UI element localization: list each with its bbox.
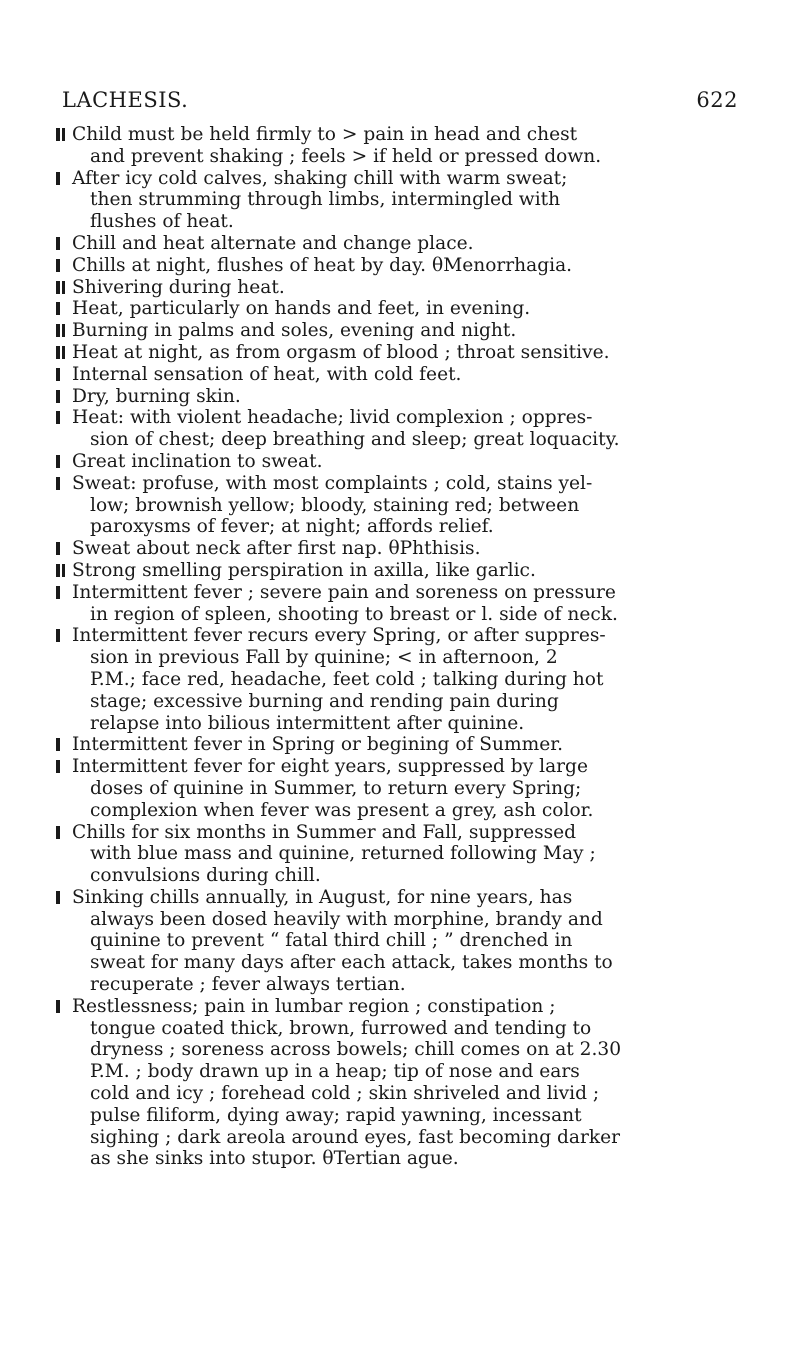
entry-line: Heat: with violent headache; livid complexion ; oppres-	[72, 407, 593, 429]
entry-line: Strong smelling perspiration in axilla, like garlic.	[72, 559, 536, 581]
grade-bar-icon	[56, 237, 60, 250]
symptom-entry	[56, 364, 740, 386]
entry-line: relapse into bilious intermittent after quinine.	[90, 712, 525, 734]
entry-line: dryness ; soreness across bowels; chill comes on at 2.30	[90, 1039, 622, 1061]
symptom-entry	[56, 168, 740, 233]
symptom-entry	[56, 407, 740, 451]
entry-line: After icy cold calves, shaking chill with warm sweat;	[72, 167, 568, 189]
entry-line: Sweat: profuse, with most complaints ; cold, stains yel-	[72, 472, 593, 494]
grade-bar-icon	[62, 564, 66, 577]
entry-line: convulsions during chill.	[90, 865, 321, 887]
entry-line: Internal sensation of heat, with cold feet.	[72, 363, 462, 385]
entry-line: with blue mass and quinine, returned following May ;	[90, 843, 596, 865]
entry-line: Heat at night, as from orgasm of blood ; throat sensitive.	[72, 341, 610, 363]
entry-line: complexion when fever was present a grey, ash color.	[90, 799, 594, 821]
entry-line: Heat, particularly on hands and feet, in evening.	[72, 298, 531, 320]
grade-bar-icon	[56, 738, 60, 751]
entry-line: Restlessness; pain in lumbar region ; constipation ;	[72, 995, 556, 1017]
symptom-entry	[56, 756, 740, 821]
grade-marker-icon	[56, 390, 60, 404]
grade-bar-icon	[56, 542, 60, 555]
symptom-entry	[56, 473, 740, 538]
grade-marker-icon	[56, 324, 65, 338]
entry-line: quinine to prevent “ fatal third chill ; ” drenched in	[90, 930, 573, 952]
grade-bar-icon	[56, 172, 60, 185]
entry-line: sweat for many days after each attack, takes months to	[90, 952, 613, 974]
entry-line: Chill and heat alternate and change place.	[72, 232, 474, 254]
entry-line: Burning in palms and soles, evening and night.	[72, 320, 517, 342]
grade-marker-icon	[56, 891, 60, 905]
symptom-entry	[56, 124, 740, 168]
symptom-entry	[56, 277, 740, 299]
entry-line: tongue coated thick, brown, furrowed and tending to	[90, 1017, 592, 1039]
grade-bar-icon	[56, 411, 60, 424]
grade-marker-icon	[56, 1000, 60, 1014]
entry-line: Intermittent fever recurs every Spring, or after suppres-	[72, 625, 606, 647]
grade-bar-icon	[56, 891, 60, 904]
grade-marker-icon	[56, 542, 60, 556]
grade-bar-icon	[56, 390, 60, 403]
symptom-entry	[56, 560, 740, 582]
grade-marker-icon	[56, 237, 60, 251]
entry-line: Great inclination to sweat.	[72, 450, 323, 472]
grade-marker-icon	[56, 738, 60, 752]
entry-line: in region of spleen, shooting to breast or l. side of neck.	[90, 603, 618, 625]
entry-line: Dry, burning skin.	[72, 385, 241, 407]
entry-line: sion in previous Fall by quinine; < in afternoon, 2	[90, 647, 558, 669]
entry-line: Sweat about neck after first nap. θPhthisis.	[72, 538, 481, 560]
grade-marker-icon	[56, 760, 60, 774]
symptom-entry	[56, 386, 740, 408]
grade-marker-icon	[56, 172, 60, 186]
entry-line: Chills at night, flushes of heat by day. θMenorrhagia.	[72, 254, 573, 276]
page-number: 622	[696, 88, 738, 112]
entry-line: sighing ; dark areola around eyes, fast becoming darker	[90, 1126, 621, 1148]
symptom-entry	[56, 320, 740, 342]
entry-line: cold and icy ; forehead cold ; skin shriveled and livid ;	[90, 1083, 600, 1105]
symptom-entry	[56, 887, 740, 996]
grade-bar-icon	[56, 128, 60, 141]
symptom-entry	[56, 582, 740, 626]
grade-bar-icon	[56, 302, 60, 315]
symptom-entry	[56, 451, 740, 473]
grade-bar-icon	[56, 826, 60, 839]
grade-bar-icon	[56, 586, 60, 599]
symptom-entry	[56, 538, 740, 560]
grade-bar-icon	[62, 128, 66, 141]
entry-line: as she sinks into stupor. θTertian ague.	[90, 1148, 459, 1170]
grade-marker-icon	[56, 477, 60, 491]
grade-bar-icon	[62, 281, 66, 294]
entry-line: pulse filiform, dying away; rapid yawning, incessant	[90, 1104, 582, 1126]
symptom-entry	[56, 233, 740, 255]
entry-line: P.M. ; body drawn up in a heap; tip of nose and ears	[90, 1061, 580, 1083]
symptom-entry	[56, 822, 740, 887]
grade-bar-icon	[56, 259, 60, 272]
grade-marker-icon	[56, 368, 60, 382]
grade-marker-icon	[56, 411, 60, 425]
entry-line: stage; excessive burning and rending pain during	[90, 690, 559, 712]
grade-bar-icon	[56, 760, 60, 773]
symptom-entry	[56, 734, 740, 756]
grade-marker-icon	[56, 586, 60, 600]
entry-line: paroxysms of fever; at night; affords relief.	[90, 516, 494, 538]
grade-bar-icon	[56, 346, 60, 359]
entry-line: low; brownish yellow; bloody, staining red; between	[90, 494, 580, 516]
grade-marker-icon	[56, 346, 65, 360]
entry-line: Child must be held firmly to > pain in head and chest	[72, 124, 578, 145]
running-head-title: LACHESIS.	[62, 88, 189, 112]
grade-marker-icon	[56, 128, 65, 142]
entry-line: always been dosed heavily with morphine, brandy and	[90, 908, 603, 930]
entry-line: P.M.; face red, headache, feet cold ; talking during hot	[90, 668, 604, 690]
grade-bar-icon	[56, 455, 60, 468]
entry-line: recuperate ; fever always tertian.	[90, 974, 406, 996]
symptom-entries	[56, 124, 740, 1170]
entry-line: and prevent shaking ; feels > if held or pressed down.	[90, 145, 602, 167]
symptom-entry	[56, 298, 740, 320]
entry-line: flushes of heat.	[90, 211, 234, 233]
grade-marker-icon	[56, 455, 60, 469]
entry-line: Intermittent fever in Spring or begining of Summer.	[72, 734, 564, 756]
grade-bar-icon	[62, 346, 66, 359]
symptom-entry	[56, 255, 740, 277]
grade-bar-icon	[56, 629, 60, 642]
entry-line: Shivering during heat.	[72, 276, 285, 298]
entry-line: Chills for six months in Summer and Fall, suppressed	[72, 821, 577, 843]
entry-line: sion of chest; deep breathing and sleep; great loquacity.	[90, 429, 620, 451]
symptom-entry	[56, 625, 740, 734]
entry-line: then strumming through limbs, intermingled with	[90, 189, 561, 211]
symptom-entry	[56, 996, 740, 1170]
grade-marker-icon	[56, 629, 60, 643]
grade-bar-icon	[56, 368, 60, 381]
entry-line: Intermittent fever ; severe pain and soreness on pressure	[72, 581, 616, 603]
grade-bar-icon	[56, 324, 60, 337]
entry-line: doses of quinine in Summer, to return every Spring;	[90, 777, 582, 799]
entry-line: Intermittent fever for eight years, suppressed by large	[72, 756, 588, 778]
grade-marker-icon	[56, 302, 60, 316]
grade-bar-icon	[56, 1000, 60, 1013]
symptom-entry	[56, 342, 740, 364]
grade-marker-icon	[56, 281, 65, 295]
running-head	[62, 88, 738, 118]
grade-bar-icon	[62, 324, 66, 337]
grade-marker-icon	[56, 564, 65, 578]
entry-line: Sinking chills annually, in August, for nine years, has	[72, 886, 573, 908]
grade-marker-icon	[56, 259, 60, 273]
grade-bar-icon	[56, 564, 60, 577]
grade-bar-icon	[56, 281, 60, 294]
grade-marker-icon	[56, 826, 60, 840]
grade-bar-icon	[56, 477, 60, 490]
